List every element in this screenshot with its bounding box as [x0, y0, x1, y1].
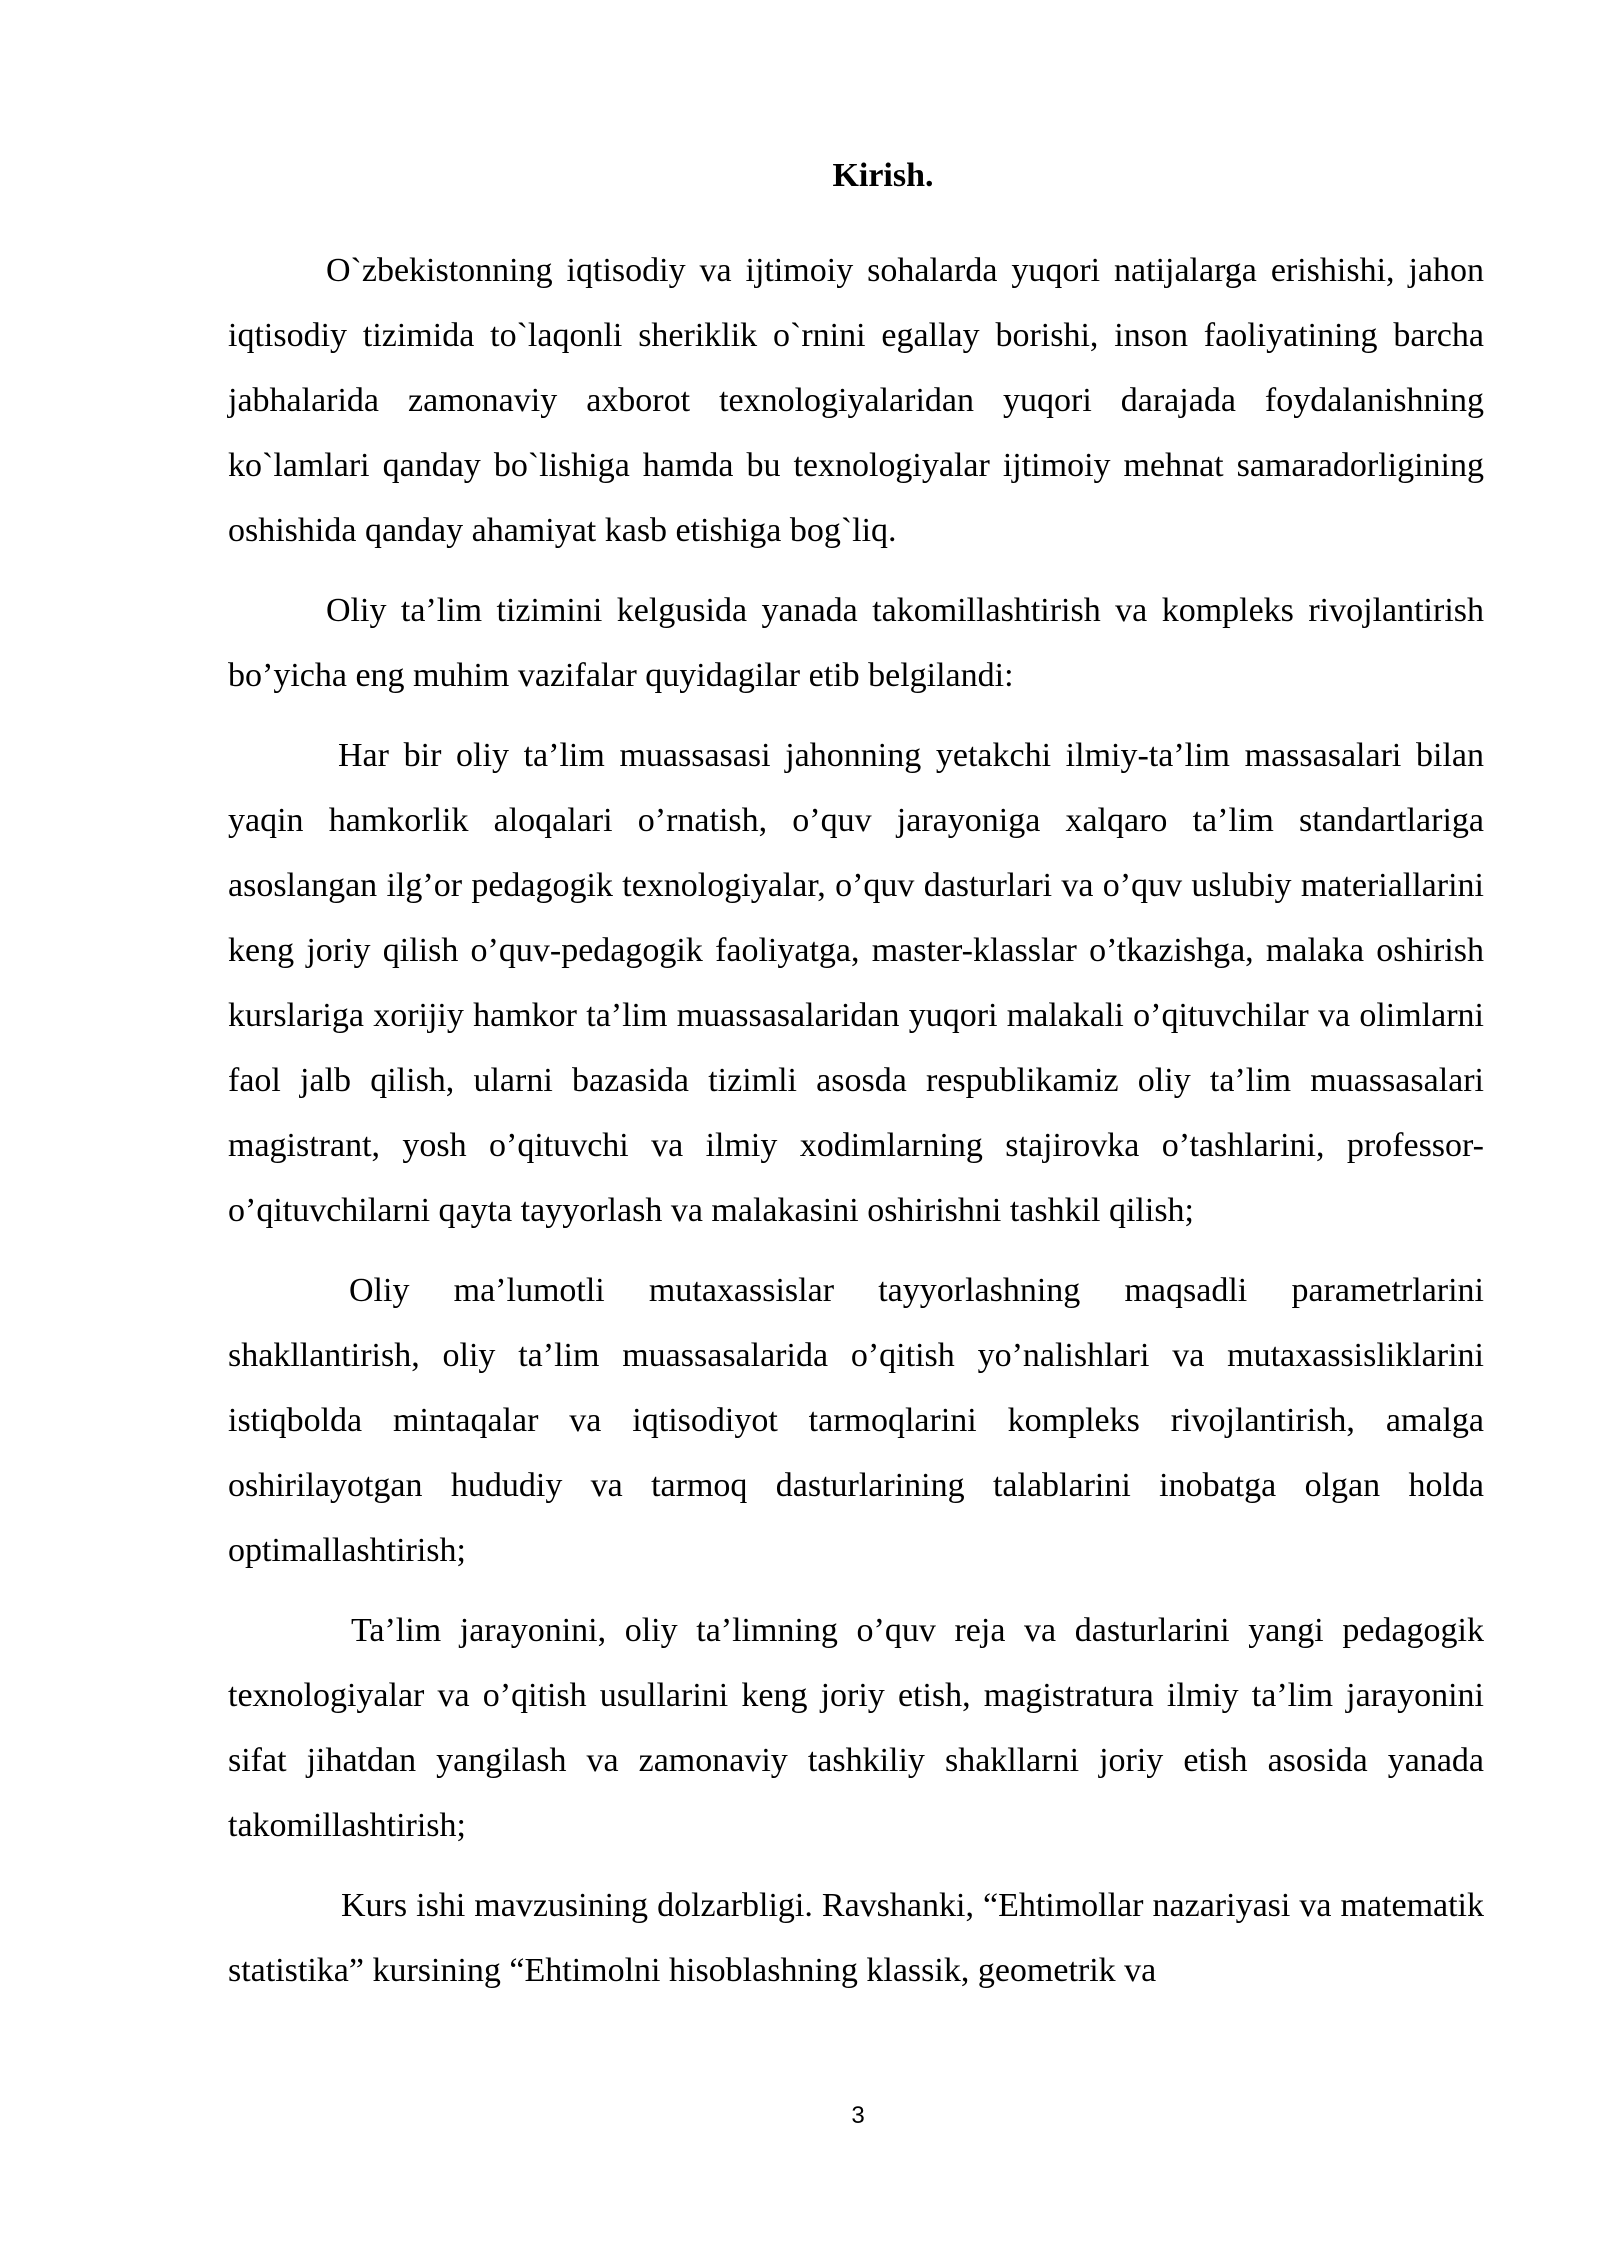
- paragraph-education-process: Ta’lim jarayonini, oliy ta’limning o’quv reja va dasturlarini yangi pedagogik texnologiyalar va o’qitish usullarini keng joriy etish, magistratura ilmiy ta’lim jarayonini sifat jihatdan yangilash va zamonaviy tashkiliy shakllarni joriy etish asosida yanada takomillashtirish;: [228, 1612, 1484, 1844]
- paragraph-specialists: Oliy ma’lumotli mutaxassislar tayyorlashning maqsadli parametrlarini shakllantirish, oliy ta’lim muassasalarida o’qitish yo’nalishlari va mutaxassisliklarini istiqbolda mintaqalar va iqtisodiyot tarmoqlarini kompleks rivojlantirish, amalga oshirilayotgan hududiy va tarmoq dasturlarining talablarini inobatga olgan holda optimallashtirish;: [228, 1272, 1484, 1569]
- paragraph-intro: O`zbekistonning iqtisodiy va ijtimoiy sohalarda yuqori natijalarga erishishi, jahon iqtisodiy tizimida to`laqonli sheriklik o`rnini egallay borishi, inson faoliyatining barcha jabhalarida zamonaviy axborot texnologiyalaridan yuqori darajada foydalanishning ko`lamlari qanday bo`lishiga hamda bu texnologiyalar ijtimoiy mehnat samaradorligining oshishida qanday ahamiyat kasb etishiga bog`liq.: [228, 252, 1484, 549]
- page-title: Kirish.: [832, 157, 934, 194]
- paragraph-cooperation: Har bir oliy ta’lim muassasasi jahonning yetakchi ilmiy-ta’lim massasalari bilan yaqin hamkorlik aloqalari o’rnatish, o’quv jarayoniga xalqaro ta’lim standartlariga asoslangan ilg’or pedagogik texnologiyalar, o’quv dasturlari va o’quv uslubiy materiallarini keng joriy qilish o’quv-pedagogik faoliyatga, master-klasslar o’tkazishga, malaka oshirish kurslariga xorijiy hamkor ta’lim muassasalaridan yuqori malakali o’qituvchilar va olimlarni faol jalb qilish, ularni bazasida tizimli asosda respublikamiz oliy ta’lim muassasalari magistrant, yosh o’qituvchi va ilmiy xodimlarning stajirovka o’tashlarini, professor-o’qituvchilarni qayta tayyorlash va malakasini oshirishni tashkil qilish;: [228, 737, 1484, 1229]
- paragraph-tasks-intro: Oliy ta’lim tizimini kelgusida yanada takomillashtirish va kompleks rivojlantirish bo’yicha eng muhim vazifalar quyidagilar etib belgilandi:: [228, 592, 1484, 694]
- page-number: 3: [851, 2102, 865, 2129]
- paragraph-relevance: Kurs ishi mavzusining dolzarbligi. Ravshanki, “Ehtimollar nazariyasi va matematik statistika” kursining “Ehtimolni hisoblashning klassik, geometrik va: [228, 1887, 1484, 1989]
- body-text: [228, 238, 1484, 2003]
